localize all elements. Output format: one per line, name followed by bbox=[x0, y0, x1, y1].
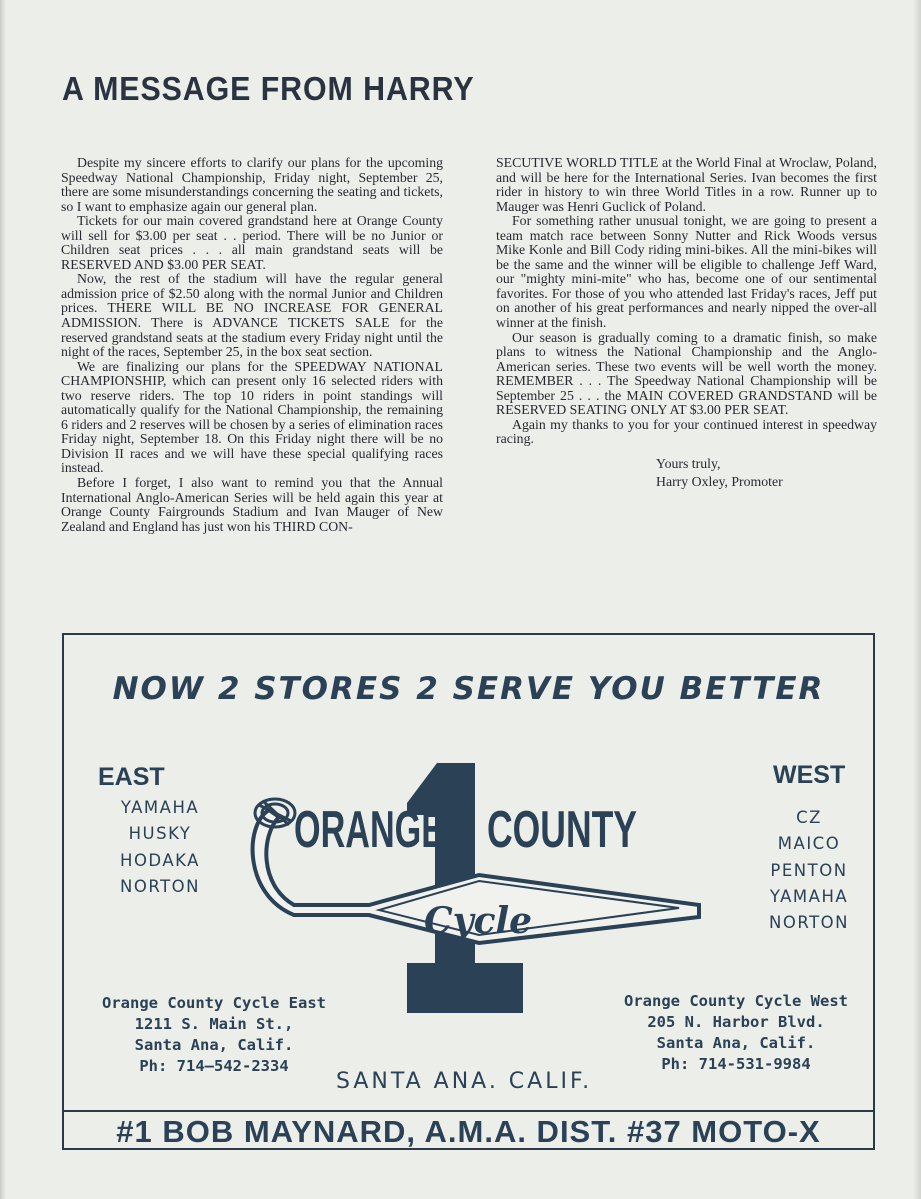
advertisement-box bbox=[62, 633, 875, 1150]
letter-paragraph: Despite my sincere efforts to clarify our plans for the upcoming Speedway National Championship, Friday night, September 25, there are some misunderstandings concerning the seating and tickets, so I want to emphasize again our general plan. bbox=[61, 155, 443, 214]
ad-location: SANTA ANA. CALIF. bbox=[336, 1069, 593, 1094]
letter-paragraph: For something rather unusual tonight, we are going to present a team match race between Sonny Nutter and Rick Woods versus Mike Konle and Bill Cody riding mini-bikes. All the mini-bikes will be the same and the winner will be eligible to challenge Jeff Ward, our "mighty mini-mite" who has, become one of our sentimental favorites. For those of you who attended last Friday's races, Jeff put on another of his great performances and nearly nipped the over-all winner at the finish. bbox=[496, 213, 877, 331]
page-title: A MESSAGE FROM HARRY bbox=[62, 70, 475, 107]
brand-item: HUSKY bbox=[128, 824, 192, 844]
west-store-phone: Ph: 714-531-9984 bbox=[661, 1055, 811, 1073]
brand-item: NORTON bbox=[119, 876, 200, 896]
brand-item: YAMAHA bbox=[769, 886, 849, 906]
west-heading: WEST bbox=[773, 761, 846, 789]
west-store-address bbox=[616, 991, 856, 1075]
orange-county-cycle-logo bbox=[239, 755, 709, 1025]
logo-word-orange: ORANGE bbox=[294, 801, 444, 859]
page-edge-shadow-right bbox=[913, 0, 921, 1199]
west-brand-list bbox=[744, 805, 874, 936]
brand-item: YAMAHA bbox=[120, 798, 200, 817]
letter-paragraph: SECUTIVE WORLD TITLE at the World Final at Wroclaw, Poland, and will be here for the International Series. Ivan becomes the first rider in history to win three World Titles in a row. Runner up to Mauger was Henri Guclick of Poland. bbox=[496, 155, 877, 214]
signature-line: Harry Oxley, Promoter bbox=[656, 473, 783, 489]
page-edge-shadow bbox=[0, 0, 6, 1199]
letter-paragraph: Before I forget, I also want to remind you that the Annual International Anglo-American Series will be held again this year at Orange County Fairgrounds Stadium and Ivan Mauger of New Zealand and England has just won his THIRD CON- bbox=[61, 475, 443, 534]
west-store-name: Orange County Cycle West bbox=[624, 992, 848, 1010]
letter-paragraph: We are finalizing our plans for the SPEEDWAY NATIONAL CHAMPIONSHIP, which can present only 16 selected riders with two reserve riders. The top 10 riders in point standings will automatically qualify for the National Championship, the remaining 6 riders and 2 reserves will be chosen by a series of elimination races Friday night, September 18. On this Friday night there will be no Division II races and we will have these special qualifying races instead. bbox=[61, 358, 443, 476]
brand-item: CZ bbox=[796, 808, 822, 827]
ad-footer-bar bbox=[64, 1110, 873, 1152]
west-store-city: Santa Ana, Calif. bbox=[656, 1034, 816, 1052]
closing-line: Yours truly, bbox=[656, 455, 721, 471]
east-brand-list bbox=[90, 795, 230, 900]
brand-item: NORTON bbox=[768, 913, 849, 933]
east-store-city: Santa Ana, Calif. bbox=[134, 1036, 294, 1054]
letter-paragraph: Again my thanks to you for your continued interest in speedway racing. bbox=[496, 416, 877, 447]
east-store-name: Orange County Cycle East bbox=[102, 994, 326, 1012]
letter-paragraph: Tickets for our main covered grandstand here at Orange County will sell for $3.00 per seat . . period. There will be no Junior or Children seat prices . . . all main grandstand seats will be RESERVED AND $3.00 PER SEAT. bbox=[61, 213, 443, 272]
west-store-street: 205 N. Harbor Blvd. bbox=[647, 1013, 825, 1031]
logo-word-county: COUNTY bbox=[487, 801, 637, 859]
east-store-phone: Ph: 714—542-2334 bbox=[139, 1057, 289, 1075]
brand-item: PENTON bbox=[770, 860, 848, 880]
logo-script-cycle: Cycle bbox=[424, 900, 533, 942]
letter-column-right bbox=[496, 156, 877, 491]
letter-paragraph: Our season is gradually coming to a dramatic finish, so make plans to witness the National Championship and the Anglo-American series. These two events will be well worth the money. REMEMBER . . . The Speedway National Championship will be September 25 . . . the MAIN COVERED GRANDSTAND will be RESERVED SEATING ONLY AT $3.00 PER SEAT. bbox=[496, 329, 877, 418]
east-store-street: 1211 S. Main St., bbox=[134, 1015, 294, 1033]
east-heading: EAST bbox=[98, 763, 165, 791]
ad-title: NOW 2 STORES 2 SERVE YOU BETTER bbox=[112, 671, 825, 707]
brand-item: MAICO bbox=[777, 834, 841, 854]
letter-paragraph: Now, the rest of the stadium will have the regular general admission price of $2.50 along with the normal Junior and Children prices. THERE WILL BE NO INCREASE FOR GENERAL ADMISSION. There is ADVANCE TICKETS SALE for the reserved grandstand seats at the stadium every Friday night until the night of the races, September 25, in the box seat section. bbox=[61, 271, 443, 360]
exhaust-coil-icon bbox=[255, 799, 295, 827]
letter-column-left bbox=[61, 156, 443, 534]
brand-item: HODAKA bbox=[120, 850, 200, 870]
ad-footer-text: #1 BOB MAYNARD, A.M.A. DIST. #37 MOTO-X bbox=[116, 1114, 821, 1149]
letter-signoff bbox=[496, 455, 877, 491]
east-store-address bbox=[94, 993, 334, 1077]
